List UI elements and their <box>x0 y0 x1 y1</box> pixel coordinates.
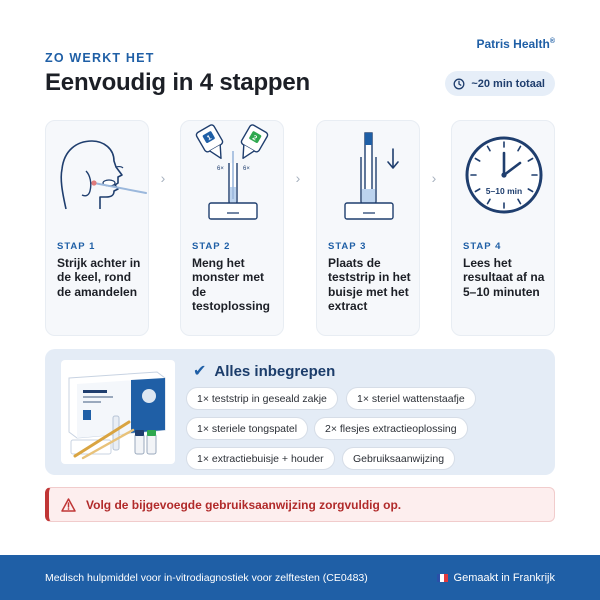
steps-row <box>45 120 555 336</box>
included-item: 1× teststrip in geseald zakje <box>186 387 338 410</box>
section-eyebrow: ZO WERKT HET <box>45 51 155 65</box>
step-text: Lees het resultaat af na 5–10 minuten <box>463 256 545 299</box>
warning-triangle-icon <box>61 498 76 512</box>
brand-mark: ® <box>549 38 555 45</box>
step-card-2 <box>180 120 284 336</box>
throat-swab-icon <box>46 121 149 229</box>
footer-regulatory-text: Medisch hulpmiddel voor in-vitrodiagnostiek voor zelftesten (CE0483) <box>45 571 368 584</box>
included-panel <box>45 349 555 475</box>
made-in-badge <box>437 572 555 584</box>
step-text: Meng het monster met de testoplossing <box>192 256 271 313</box>
included-item: 1× steriele tongspatel <box>186 417 308 440</box>
chevron-right-icon: › <box>431 170 437 186</box>
time-badge <box>445 71 555 96</box>
drops-label-1: 6× <box>217 166 224 172</box>
included-title-text: Alles inbegrepen <box>214 362 336 380</box>
step-number: STAP 1 <box>57 241 96 252</box>
check-icon: ✔ <box>193 363 207 380</box>
step-text: Strijk achter in de keel, rond de amandelen <box>57 256 141 299</box>
clock-label: 5–10 min <box>485 186 523 196</box>
brand-name: Patris Health <box>476 37 550 51</box>
made-in-text: Gemaakt in Frankrijk <box>453 571 555 584</box>
chevron-right-icon: › <box>160 170 166 186</box>
french-flag-icon <box>437 574 448 582</box>
clock-small-icon <box>453 78 465 90</box>
included-item: 1× steriel wattenstaafje <box>346 387 476 410</box>
included-title <box>193 361 335 381</box>
product-kit-illustration <box>61 360 175 464</box>
page-title: Eenvoudig in 4 stappen <box>45 69 310 96</box>
test-strip-icon <box>317 121 420 229</box>
step-number: STAP 2 <box>192 241 231 252</box>
clock-icon <box>452 121 555 229</box>
footer-bar <box>0 555 600 600</box>
bottle-2-label: 2 <box>251 134 258 143</box>
step-card-3 <box>316 120 420 336</box>
included-item: Gebruiksaanwijzing <box>342 447 455 470</box>
chevron-right-icon: › <box>295 170 301 186</box>
product-image <box>61 360 175 464</box>
time-badge-label: ~20 min totaal <box>471 77 545 90</box>
step-number: STAP 4 <box>463 241 502 252</box>
included-item: 1× extractiebuisje + houder <box>186 447 335 470</box>
warning-banner <box>45 487 555 522</box>
warning-text: Volg de bijgevoegde gebruiksaanwijzing zorgvuldig op. <box>86 497 402 512</box>
step-text: Plaats de teststrip in het buisje met het extract <box>328 256 411 313</box>
brand-logo <box>476 37 555 51</box>
step-card-1 <box>45 120 149 336</box>
included-item: 2× flesjes extractieoplossing <box>314 417 468 440</box>
dropper-bottles-icon <box>181 121 284 229</box>
bottle-1-label: 1 <box>206 134 213 143</box>
step-number: STAP 3 <box>328 241 367 252</box>
step-card-4 <box>451 120 555 336</box>
drops-label-2: 6× <box>243 166 250 172</box>
